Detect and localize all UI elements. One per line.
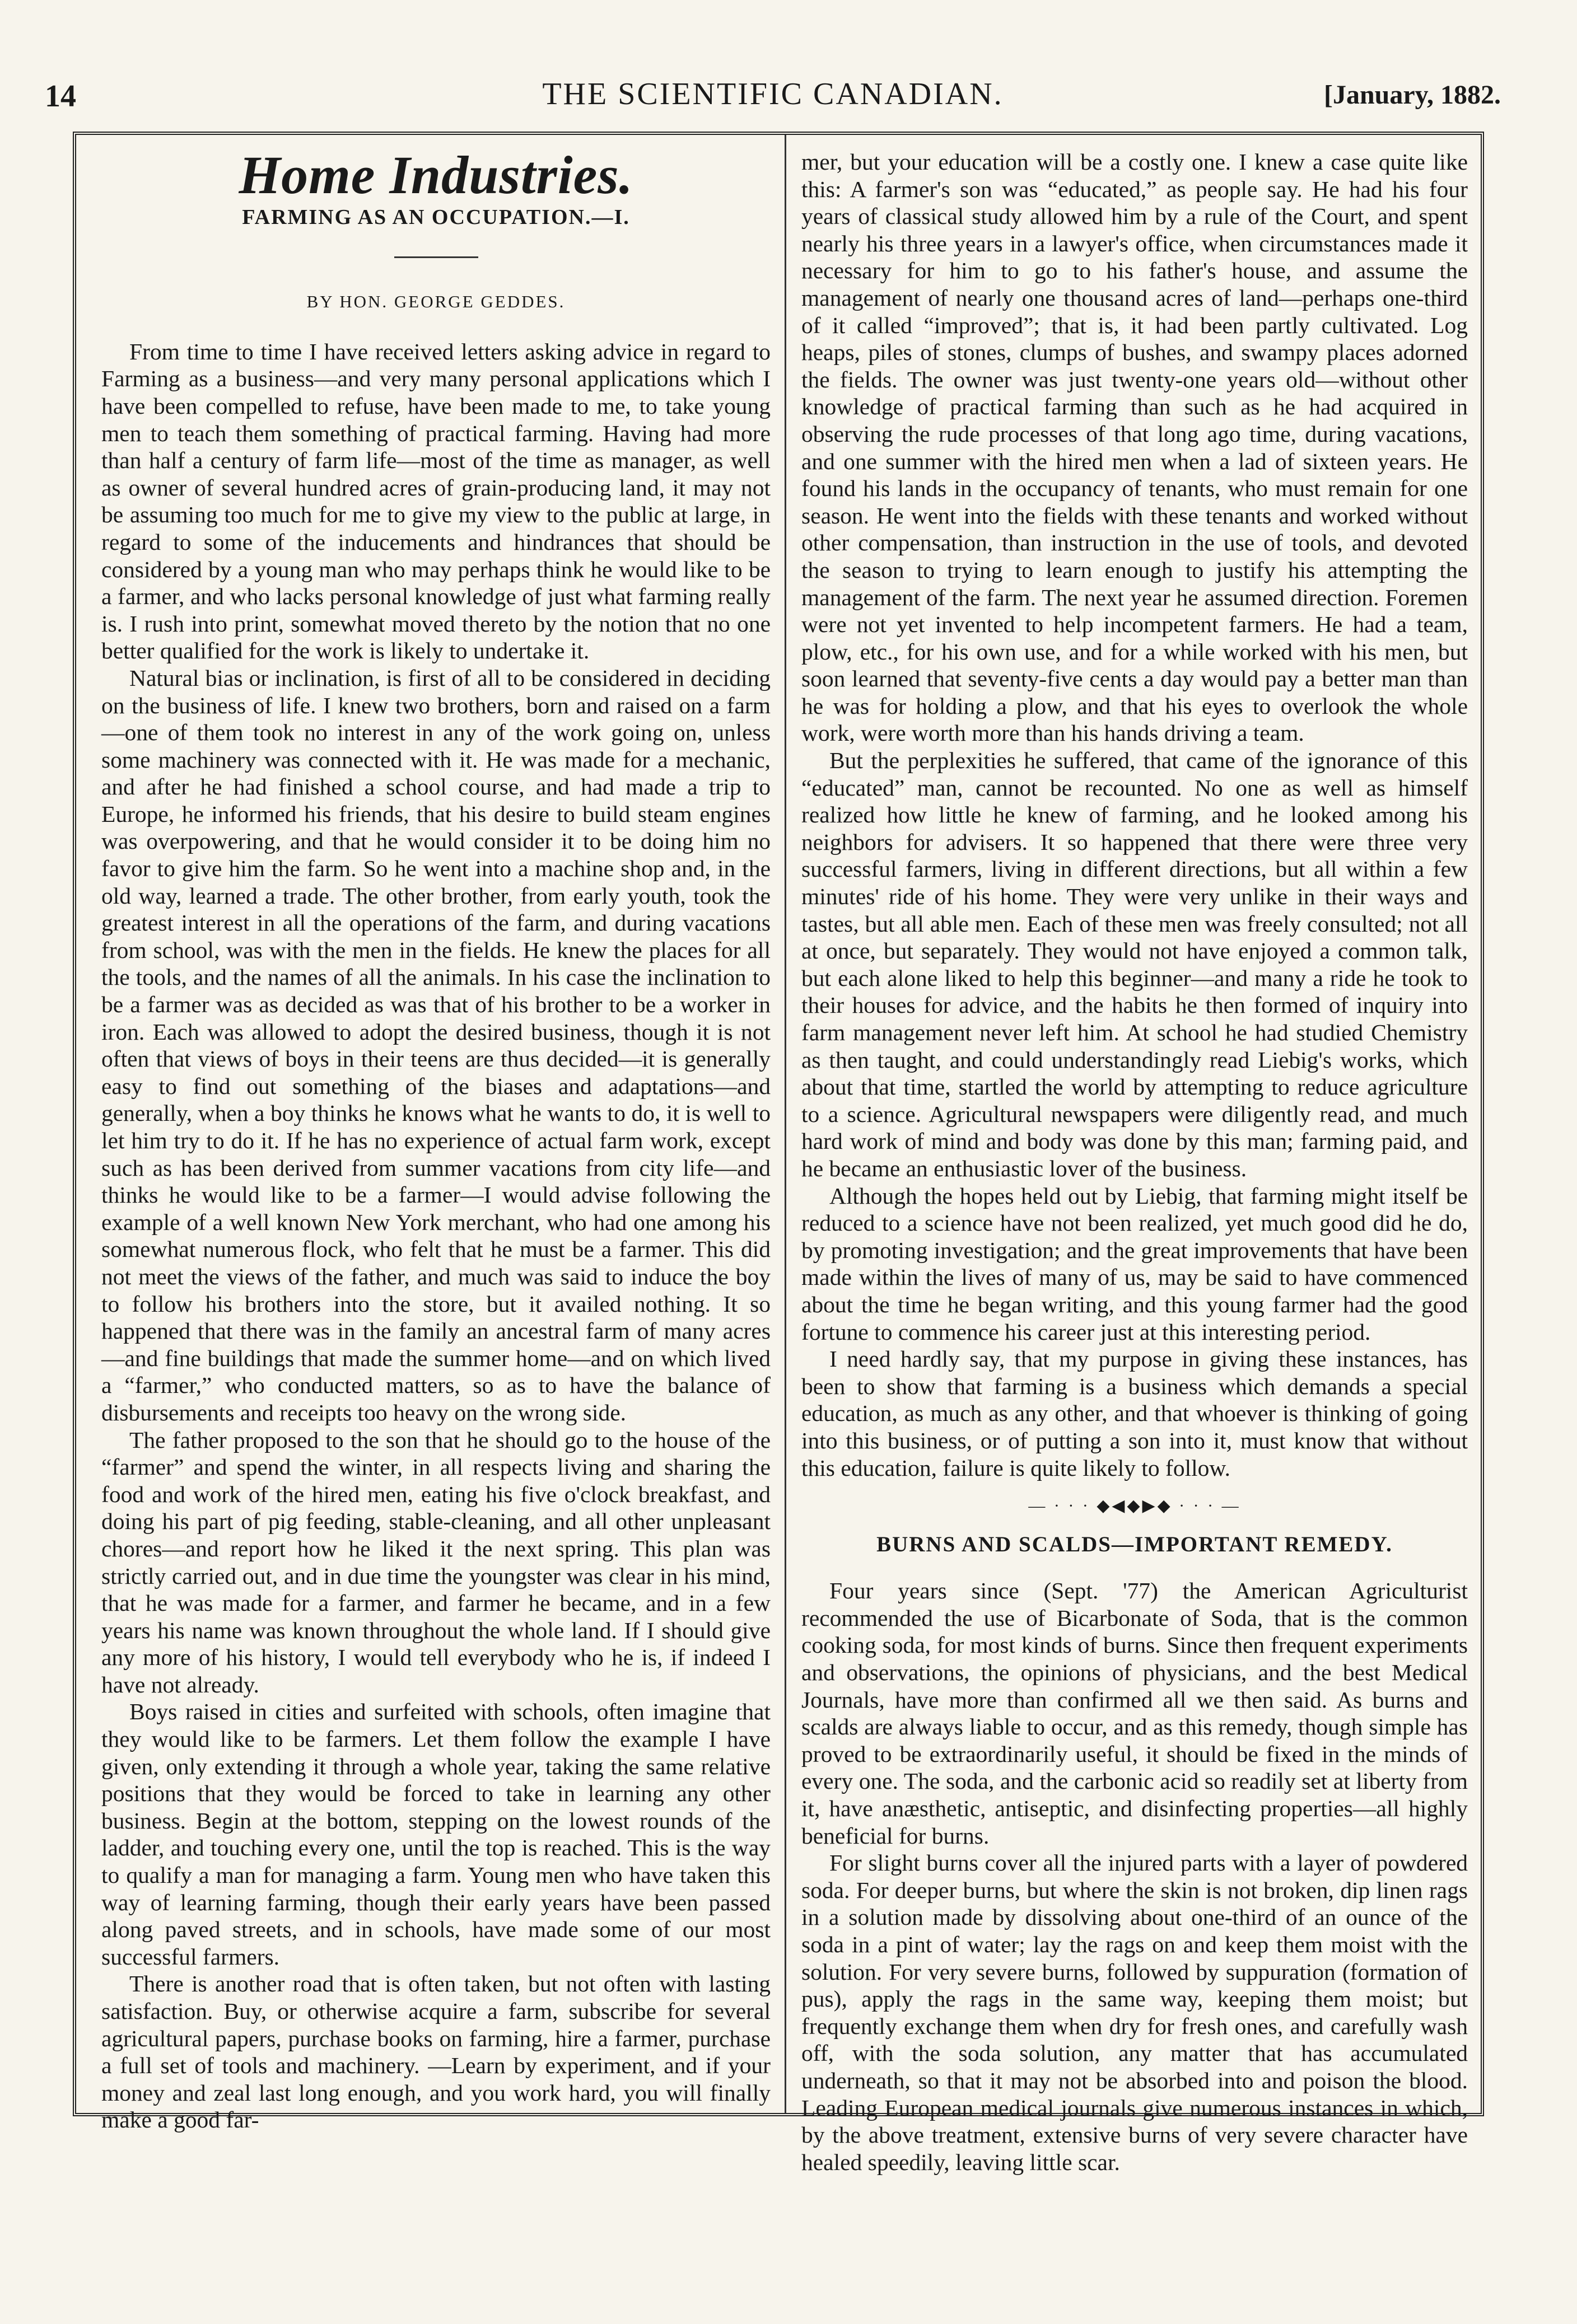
paragraph: There is another road that is often taken, but not often with lasting satisfaction. Buy, or otherwise acquire a farm, subscribe for several agricultural papers, purchase books on farming, hire a farmer, purchase a full set of tools and machinery. —Learn by experiment, and if your money and zeal last long enough, and you work hard, you will finally make a good far- [101,1971,771,2133]
section-title: Home Industries. [239,145,633,205]
issue-date: [January, 1882. [1323,80,1501,110]
paragraph: Although the hopes held out by Liebig, that farming might itself be reduced to a science have not been realized, yet much good did he do, by promoting investigation; and the great improvements that have been made within the lives of many of us, may be said to have commenced about the time he began writing, and this young farmer had the good fortune to commence his career just at this interesting period. [801,1182,1468,1345]
article-title: FARMING AS AN OCCUPATION.—I. [242,205,630,229]
left-column [101,145,771,2133]
paragraph: From time to time I have received letters asking advice in regard to Farming as a business—and very many personal applications which I have been compelled to refuse, have been made to me, to take young men to teach them something of practical farming. Having had more than half a century of farm life—most of the time as manager, as well as owner of several hundred acres of grain-producing land, it may not be assuming too much for me to give my view to the public at large, in regard to some of the inducements and hindrances that should be considered by a young man who may perhaps think he would like to be a farmer, and who lacks personal knowledge of just what farming really is. I rush into print, somewhat moved thereto by the notion that no one better qualified for the work is likely to undertake it. [101,338,771,664]
paragraph: But the perplexities he suffered, that came of the ignorance of this “educated” man, cannot be recounted. No one as well as himself realized how little he knew of farming, and he looked among his neighbors for advisers. It so happened that there were three very successful farmers, living in different directions, but all within a few minutes' ride of his home. They were very unlike in their ways and tastes, but all able men. Each of these men was freely consulted; not all at once, but separately. They would not have enjoyed a common talk, but each alone liked to help this beginner—and many a ride he took to their houses for advice, and the habits he then formed of inquiry into farm management never left him. At school he had studied Chemistry as then taught, and could understandingly read Liebig's works, which about that time, startled the world by attempting to reduce agriculture to a science. Agricultural newspapers were diligently read, and much hard work of mind and body was done by this man; farming paid, and he became an enthusiastic lover of the business. [801,747,1468,1181]
section-ornament: — · · · ◆◀◆▶◆ · · · — [1028,1497,1241,1516]
paragraph: I need hardly say, that my purpose in giving these instances, has been to show that farming is a business which demands a special education, as much as any other, and that whoever is thinking of going into this business, or of putting a son into it, must know that without this education, failure is quite likely to follow. [801,1346,1468,1481]
paragraph: Four years since (Sept. '77) the American Agriculturist recommended the use of Bicarbonate of Soda, that is the common cooking soda, for most kinds of burns. Since then frequent experiments and observations, the opinions of physicians, and the best Medical Journals, have more than confirmed all we then said. As burns and scalds are always liable to occur, and as this remedy, though simple has proved to be extraordinarily useful, it should be fixed in the minds of every one. The soda, and the carbonic acid so readily set at liberty from it, have anæsthetic, antiseptic, and disinfecting properties—all highly beneficial for burns. [801,1578,1468,1849]
paragraph: The father proposed to the son that he should go to the house of the “farmer” and spend the winter, in all respects living and sharing the food and work of the hired men, eating his five o'clock breakfast, and doing his part of pig feeding, stable-cleaning, and all other unpleasant chores—and report how he liked it the next spring. This plan was strictly carried out, and in due time the youngster was clear in his mind, that he was made for a farmer, and farmer he became, and in a few years his name was known throughout the whole land. If I should give any more of his history, I would tell everybody who he is, if indeed I have not already. [101,1427,771,1698]
journal-title: THE SCIENTIFIC CANADIAN. [542,77,1004,111]
title-rule [394,256,478,258]
page-frame [73,132,1484,2175]
page-header [45,67,1501,118]
paragraph: Boys raised in cities and surfeited with schools, often imagine that they would like to be farmers. Let them follow the example I have given, only extending it through a whole year, taking the same relative positions that they would be forced to take in learning any other business. Begin at the bottom, stepping on the lowest rounds of the ladder, and touching every one, until the top is reached. This is the way to qualify a man for managing a farm. Young men who have taken this way of learning farming, though their early years have been passed along paved streets, and in schools, have made some of our most successful farmers. [101,1699,771,1970]
article-title: BURNS AND SCALDS—IMPORTANT REMEDY. [876,1532,1393,1556]
paragraph: mer, but your education will be a costly one. I knew a case quite like this: A farmer's son was “educated,” as people say. He had his four years of classical study allowed him by a rule of the Court, and spent nearly his three years in a lawyer's office, when circumstances made it necessary for him to go to his father's house, and assume the management of nearly one thousand acres of land—perhaps one-third of it called “improved”; that is, it had been partly cultivated. Log heaps, piles of stones, clumps of bushes, and swampy places adorned the fields. The owner was just twenty-one years old—without other knowledge of practical farming than such as he had acquired in observing the rude processes of that long ago time, during vacations, and one summer with the hired men when a lad of sixteen years. He found his lands in the occupancy of tenants, who must remain for one season. He went into the fields with these tenants and worked without other compensation, than instruction in the use of tools, and devoted the season to trying to learn enough to justify his attempting the management of the farm. The next year he assumed direction. Foremen were not yet invented to help incompetent farmers. He had a team, plow, etc., for his own use, and for a while worked with his men, but soon learned that seventy-five cents a day would pay a better man than he was for holding a plow, and that his eyes to overlook the whole work, were worth more than his hands driving a team. [801,149,1468,746]
column-divider [785,135,786,2113]
right-column [801,148,1468,2175]
paragraph: Natural bias or inclination, is first of all to be considered in deciding on the business of life. I knew two brothers, born and raised on a farm—one of them took no interest in any of the work going on, unless some machinery was connected with it. He was made for a mechanic, and after he had finished a school course, and had made a trip to Europe, he informed his friends, that his desire to build steam engines was overpowering, and that he would consider it to be doing him no favor to give him the farm. So he went into a machine shop and, in the old way, learned a trade. The other brother, from early youth, took the greatest interest in all the operations of the farm, and during vacations from school, was with the men in the fields. He knew the places for all the tools, and the names of all the animals. In his case the inclination to be a farmer was as decided as was that of his brother to be a worker in iron. Each was allowed to adopt the desired business, though it is not often that views of boys in their teens are thus decided—it is generally easy to find out something of the biases and adaptations—and generally, when a boy thinks he knows what he wants to do, it is well to let him try to do it. If he has no experience of actual farm work, except such as has been derived from summer vacations from city life—and thinks he would like to be a farmer—I would advise following the example of a well known New York merchant, who had one among his somewhat numerous flock, who felt that he must be a farmer. This did not meet the views of the father, and much was said to induce the boy to follow his brothers into the store, but it availed nothing. It so happened that there was in the family an ancestral farm of many acres—and fine buildings that made the summer home—and on which lived a “farmer,” who conducted matters, so as to have the balance of disbursements and receipts too heavy on the wrong side. [101,665,771,1425]
page-number: 14 [45,79,76,114]
article-byline: BY HON. GEORGE GEDDES. [306,292,566,312]
paragraph: For slight burns cover all the injured parts with a layer of powdered soda. For deeper burns, but where the skin is not broken, dip linen rags in a solution made by dissolving about one-third of an ounce of the soda in a pint of water; lay the rags on and keep them moist with the solution. For very severe burns, followed by suppuration (formation of pus), apply the rags in the same way, keeping them moist; but frequently exchange them when dry for fresh ones, and carefully wash off, with the soda solution, any matter that has accumulated underneath, so that it may not be absorbed into and poison the blood. Leading European medical journals give numerous instances in which, by the above treatment, extensive burns of very severe character have healed speedily, leaving little scar. [801,1850,1468,2175]
